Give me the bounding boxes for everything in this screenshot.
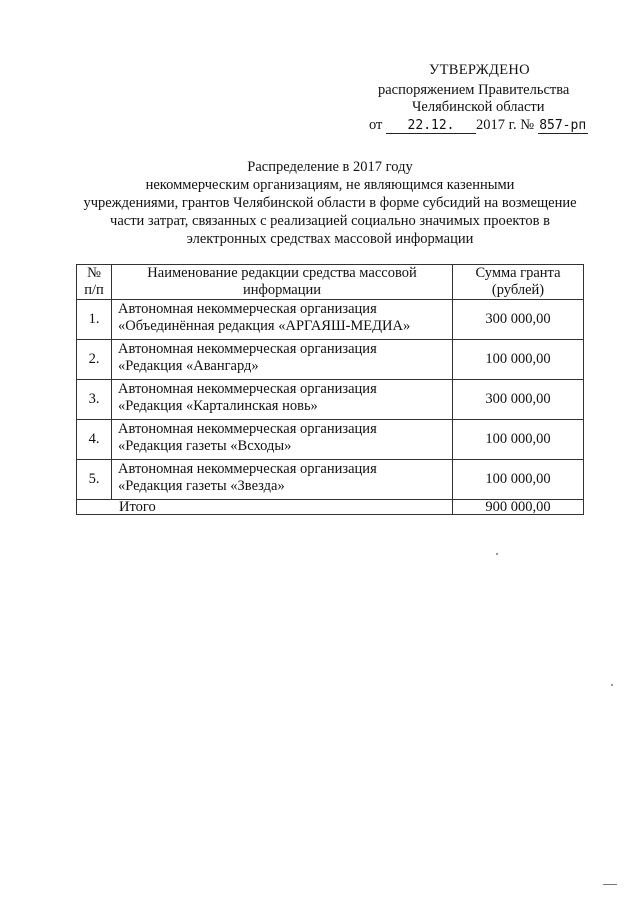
heading-line-2: некоммерческим организациям, не являющимся казенными <box>145 177 515 193</box>
heading-line-1: Распределение в 2017 году <box>247 159 413 175</box>
header-name-line-1: Наименование редакции средства массовой <box>147 265 417 281</box>
table-row <box>77 380 584 420</box>
year-number-label: 2017 г. № <box>476 117 535 133</box>
total-row <box>77 500 584 515</box>
row-sum: 100 000,00 <box>453 460 584 500</box>
header-sum-line-1: Сумма гранта <box>475 265 561 281</box>
row-name-line-2: «Объединённая редакция «АРГАЯШ-МЕДИА» <box>118 318 411 334</box>
row-name-line-2: «Редакция «Авангард» <box>118 358 259 374</box>
row-name-line-2: «Редакция газеты «Звезда» <box>118 478 285 494</box>
approval-title: УТВЕРЖДЕНО <box>429 62 530 78</box>
row-number: 3. <box>77 380 112 420</box>
approval-date-line <box>369 117 588 134</box>
row-number: 1. <box>77 300 112 340</box>
approval-line-1: распоряжением Правительства <box>378 82 570 98</box>
header-name-line-2: информации <box>243 282 321 298</box>
handwritten-date: 22.12. <box>386 119 476 134</box>
header-number <box>77 265 112 300</box>
row-name <box>112 380 453 420</box>
row-name-line-1: Автономная некоммерческая организация <box>118 421 377 437</box>
row-sum: 300 000,00 <box>453 380 584 420</box>
row-sum: 100 000,00 <box>453 420 584 460</box>
total-label: Итого <box>77 500 453 515</box>
header-name <box>112 265 453 300</box>
document-heading <box>60 158 600 248</box>
scan-speck <box>496 553 498 555</box>
total-sum: 900 000,00 <box>453 500 584 515</box>
row-name <box>112 340 453 380</box>
header-number-line-1: № <box>87 265 101 281</box>
table-header-row <box>77 265 584 300</box>
row-name-line-1: Автономная некоммерческая организация <box>118 381 377 397</box>
row-name-line-1: Автономная некоммерческая организация <box>118 301 377 317</box>
row-number: 5. <box>77 460 112 500</box>
approval-line-2: Челябинской области <box>412 99 545 115</box>
row-sum: 300 000,00 <box>453 300 584 340</box>
table-row <box>77 340 584 380</box>
row-sum: 100 000,00 <box>453 340 584 380</box>
row-name <box>112 460 453 500</box>
table-row <box>77 420 584 460</box>
row-number: 2. <box>77 340 112 380</box>
grants-table <box>76 264 584 515</box>
scan-speck <box>611 684 613 686</box>
header-sum-line-2: (рублей) <box>491 282 545 298</box>
heading-line-5: электронных средствах массовой информации <box>186 231 474 247</box>
heading-line-3: учреждениями, грантов Челябинской области в форме субсидий на возмещение <box>83 195 577 211</box>
row-name-line-1: Автономная некоммерческая организация <box>118 341 377 357</box>
heading-line-4: части затрат, связанных с реализацией социально значимых проектов в <box>110 213 550 229</box>
from-prefix: от <box>369 117 383 133</box>
header-number-line-2: п/п <box>84 282 104 298</box>
row-number: 4. <box>77 420 112 460</box>
header-sum <box>453 265 584 300</box>
row-name-line-2: «Редакция газеты «Всходы» <box>118 438 292 454</box>
row-name-line-1: Автономная некоммерческая организация <box>118 461 377 477</box>
row-name-line-2: «Редакция «Карталинская новь» <box>118 398 318 414</box>
table-row <box>77 300 584 340</box>
scan-speck <box>603 884 617 885</box>
handwritten-number: 857-рп <box>539 118 587 133</box>
row-name <box>112 420 453 460</box>
table-row <box>77 460 584 500</box>
row-name <box>112 300 453 340</box>
